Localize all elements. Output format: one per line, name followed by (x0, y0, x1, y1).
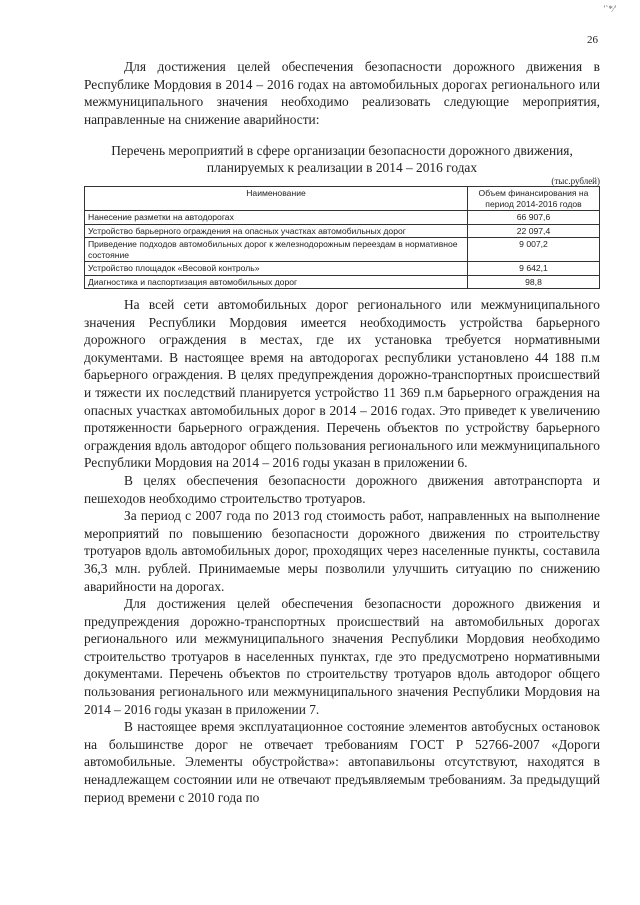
intro-paragraph: Для достижения целей обеспечения безопасности дорожного движения в Республике Мордовия в 2014 – 2016 годах на автомобильных дорогах регионального или межмуниципального значения необходимо реализовать следующие мероприятия, направленные на снижение аварийности: (84, 59, 600, 127)
row-name: Нанесение разметки на автодорогах (85, 211, 468, 225)
table-row (85, 238, 600, 262)
header-name: Наименование (85, 187, 468, 211)
row-value: 66 907,6 (468, 211, 600, 225)
header-value: Объем финансирования на период 2014-2016 годов (468, 187, 600, 211)
paragraph-sidewalks-need: В целях обеспечения безопасности дорожного движения автотранспорта и пешеходов необходимо строительство тротуаров. (84, 472, 600, 506)
row-value: 9 007,2 (468, 238, 600, 262)
table-title: Перечень мероприятий в сфере организации безопасности дорожного движения, планируемых к реализации в 2014 – 2016 годах (111, 143, 573, 175)
row-name: Диагностика и паспортизация автомобильных дорог (85, 275, 468, 289)
table-row (85, 224, 600, 238)
paragraph-barrier: На всей сети автомобильных дорог регионального или межмуниципального значения Республики Мордовия имеется необходимость устройства барьерного дорожного ограждения в местах, где их установка требуется нормативными документами. В настоящее время на автодорогах республики установлено 44 188 п.м барьерного ограждения. В целях предупреждения дорожно-транспортных происшествий и тяжести их последствий планируется устройство 11 369 п.м барьерного ограждения на опасных участках автомобильных дорог в 2014 – 2016 годах. Это приведет к увеличению протяженности барьерного ограждения. Перечень объектов по устройству барьерного ограждения вдоль автодорог общего пользования регионального или межмуниципального Республики Мордовия на 2014 – 2016 годы указан в приложении 6. (84, 297, 600, 471)
table-row (85, 211, 600, 225)
row-value: 22 097,4 (468, 224, 600, 238)
paragraph-bus-stops: В настоящее время эксплуатационное состояние элементов автобусных остановок на большинстве дорог не отвечает требованиям ГОСТ Р 52766-2007 «Дороги автомобильные. Элементы обустройства»: автопавильоны отсутствуют, находятся в ненадлежащем состоянии или не отвечают предъявляемым требованиям. За предыдущий период времени с 2010 года по (84, 719, 600, 805)
table-header-row (85, 187, 600, 211)
table-row (85, 275, 600, 289)
paragraph-sidewalks-cost: За период с 2007 года по 2013 год стоимость работ, направленных на выполнение мероприятий по повышению безопасности дорожного движения по строительству тротуаров вдоль автомобильных дорог, проходящих через населенные пункты, составила 36,3 млн. рублей. Принимаемые меры позволили улучшить ситуацию по снижению аварийности на дорогах. (84, 508, 600, 594)
row-value: 98,8 (468, 275, 600, 289)
row-name: Устройство барьерного ограждения на опасных участках автомобильных дорог (85, 224, 468, 238)
table-units: (тыс.рублей) (551, 176, 600, 186)
corner-mark: '`*⁄' (603, 4, 616, 14)
financing-table (84, 186, 600, 289)
paragraph-sidewalks-plan: Для достижения целей обеспечения безопасности дорожного движения и предупреждения дорожно-транспортных происшествий на автомобильных дорогах регионального или межмуниципального значения Республики Мордовия необходимо строительство тротуаров в населенных пунктах, где это предусмотрено нормативными документами. Перечень объектов по строительству тротуаров вдоль автодорог общего пользования регионального или межмуниципального значения Республики Мордовия на 2014 – 2016 годы указан в приложении 7. (84, 596, 600, 717)
table-row (85, 262, 600, 276)
intro-block (84, 58, 600, 128)
body-text (84, 296, 600, 806)
row-name: Устройство площадок «Весовой контроль» (85, 262, 468, 276)
page-number: 26 (587, 34, 598, 46)
row-value: 9 642,1 (468, 262, 600, 276)
row-name: Приведение подходов автомобильных дорог к железнодорожным переездам в нормативное состояние (85, 238, 468, 262)
